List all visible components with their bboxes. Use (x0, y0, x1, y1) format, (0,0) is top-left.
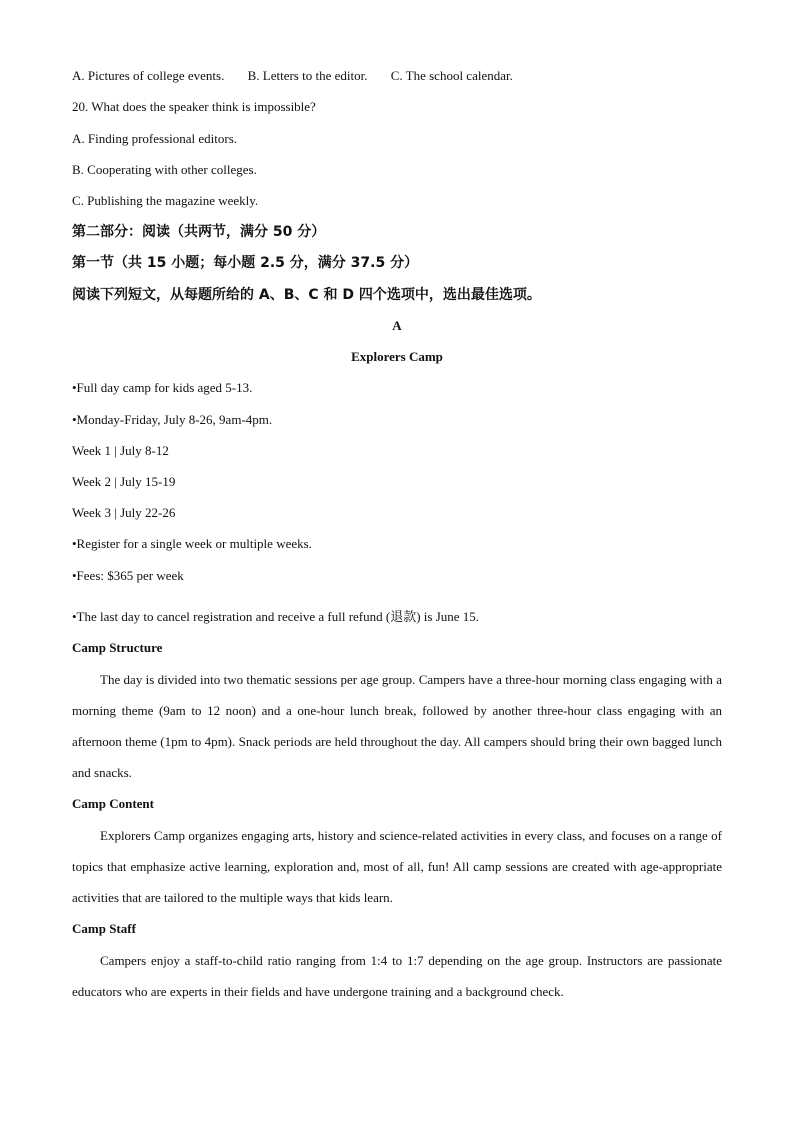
info-week-2: Week 2 | July 15-19 (72, 474, 176, 489)
section-body-content: Explorers Camp organizes engaging arts, history and science-related activities in every class, and focuses on a range of topics that emphasize active learning, exploration and, most of all, fun! All camp sessions are created with age-appropriate activities that are tailored to the multiple ways that kids learn. (72, 828, 722, 905)
info-week-3: Week 3 | July 22-26 (72, 505, 176, 520)
passage-letter: A (392, 318, 402, 333)
section-heading-staff: Camp Staff (72, 921, 136, 936)
q20-option-b: B. Cooperating with other colleges. (72, 162, 257, 177)
q19-option-c: C. The school calendar. (390, 68, 513, 83)
info-age: •Full day camp for kids aged 5-13. (72, 380, 253, 395)
info-week-1: Week 1 | July 8-12 (72, 443, 169, 458)
section-body-staff: Campers enjoy a staff-to-child ratio ranging from 1:4 to 1:7 depending on the age group. Instructors are passionate educators who are experts in their fields and have undergone training and a background check. (72, 953, 722, 999)
reading-instruction: 阅读下列短文，从每题所给的 A、B、C 和 D 四个选项中，选出最佳选项。 (72, 287, 541, 303)
q19-option-b: B. Letters to the editor. (247, 68, 368, 83)
section-heading-content: Camp Content (72, 796, 154, 811)
info-register: •Register for a single week or multiple weeks. (72, 536, 312, 551)
section-body-structure: The day is divided into two thematic sessions per age group. Campers have a three-hour morning class engaging with a morning theme (9am to 12 noon) and a one-hour lunch break, followed by another three-hour class engaging with an afternoon theme (1pm to 4pm). Snack periods are held throughout the day. All campers should bring their own bagged lunch and snacks. (72, 672, 722, 780)
part-title: 第二部分：阅读（共两节，满分 50 分） (72, 224, 326, 240)
q20-option-c: C. Publishing the magazine weekly. (72, 193, 259, 208)
q20-option-a: A. Finding professional editors. (72, 131, 238, 146)
info-dates: •Monday-Friday, July 8-26, 9am-4pm. (72, 412, 273, 427)
section-heading-structure: Camp Structure (72, 640, 163, 655)
info-fees: •Fees: $365 per week (72, 568, 184, 583)
info-refund: •The last day to cancel registration and receive a full refund (退款) is June 15. (72, 609, 480, 624)
q20-question: 20. What does the speaker think is impossible? (72, 99, 316, 114)
q19-options-row (72, 68, 513, 84)
subsection-title: 第一节（共 15 小题；每小题 2.5 分，满分 37.5 分） (72, 255, 419, 271)
q19-option-a: A. Pictures of college events. (72, 68, 225, 83)
passage-title: Explorers Camp (351, 349, 443, 364)
